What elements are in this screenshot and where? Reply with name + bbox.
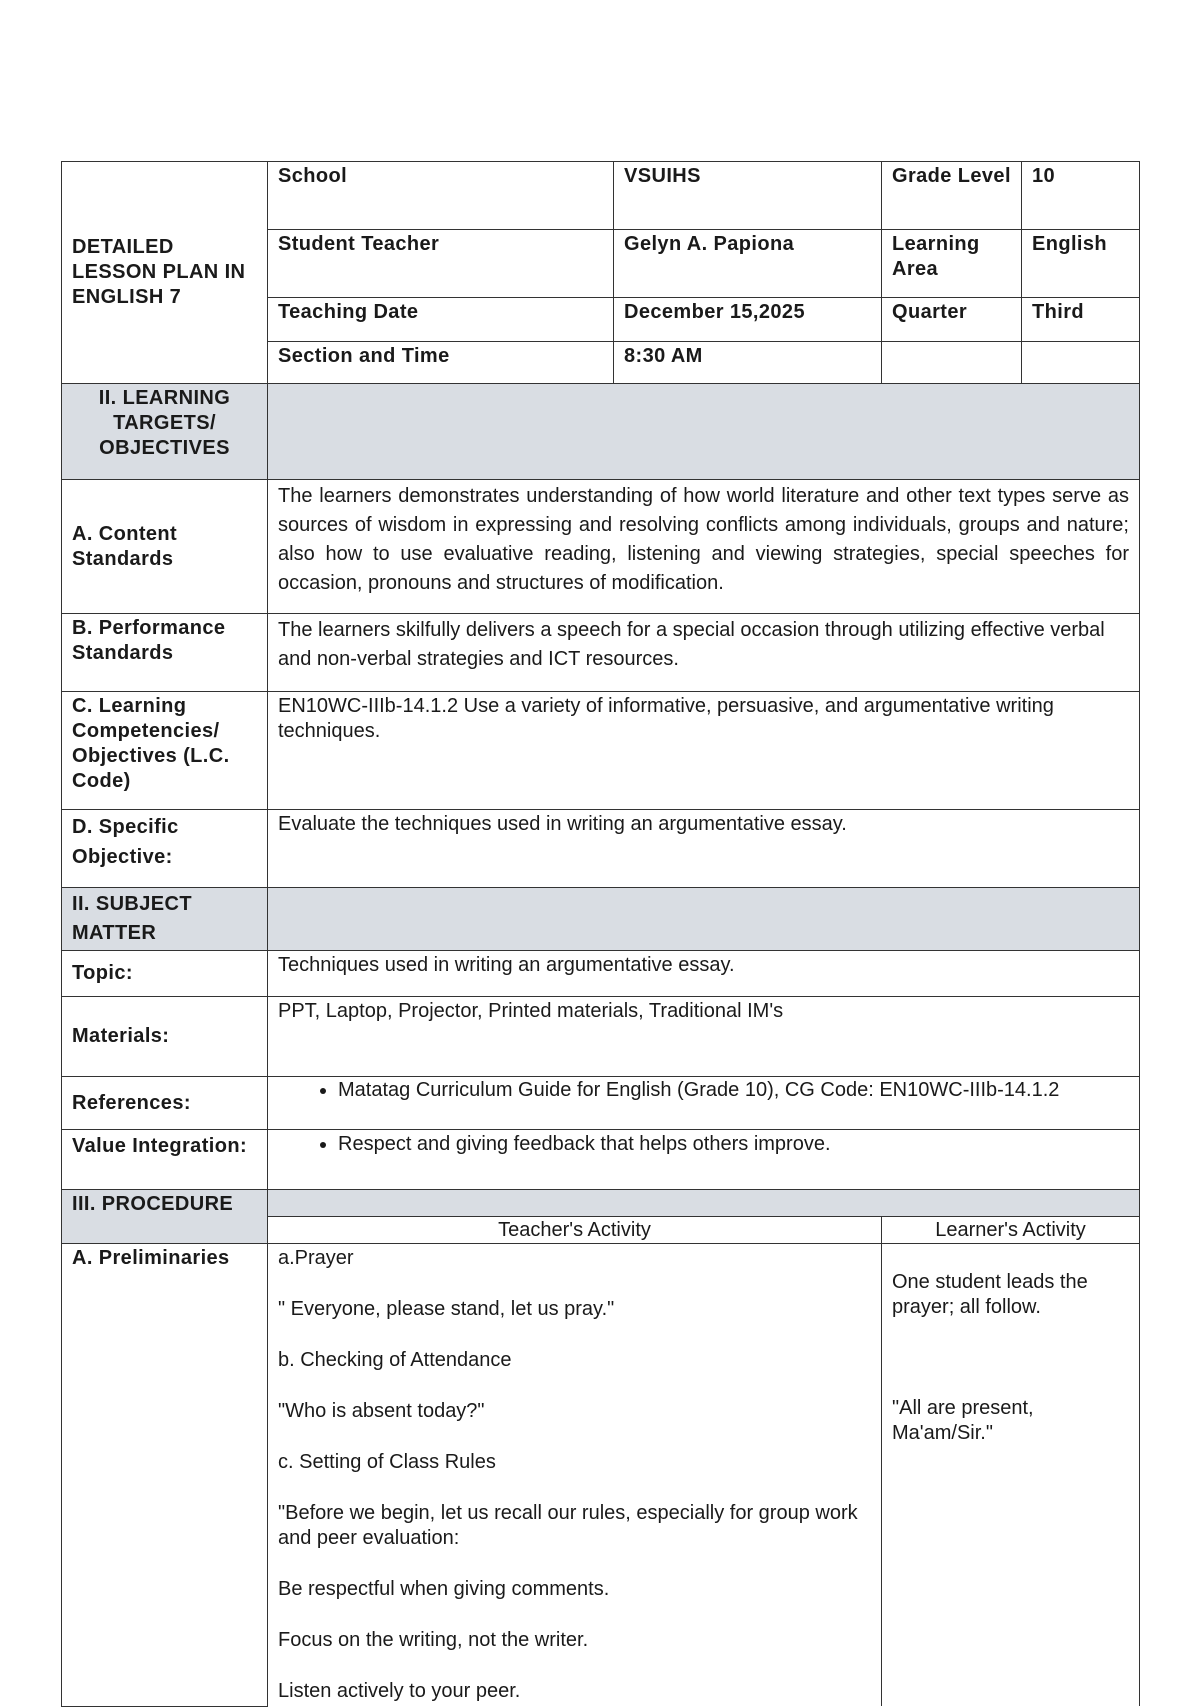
teacher-line: Be respectful when giving comments.: [278, 1578, 610, 1600]
subject-heading-row: [62, 888, 1140, 951]
references-cell: [268, 1077, 1140, 1130]
content-standards-row: [62, 480, 1140, 614]
preliminaries-label: A. Preliminaries: [62, 1244, 268, 1707]
references-item: • Matatag Curriculum Guide for English (Grade 10), CG Code: EN10WC-IIIb-14.1.2: [338, 1079, 1129, 1102]
area-value: English: [1022, 230, 1140, 298]
value-integration-row: [62, 1130, 1140, 1190]
performance-standards-label: B. Performance Standards: [62, 614, 268, 692]
materials-label: Materials:: [62, 997, 268, 1077]
area-label: Learning Area: [882, 230, 1022, 298]
specific-objective-text: Evaluate the techniques used in writing an argumentative essay.: [268, 810, 1140, 888]
school-value: VSUIHS: [614, 162, 882, 230]
empty-cell: [1022, 342, 1140, 384]
value-integration-item: • Respect and giving feedback that helps others improve.: [338, 1132, 1129, 1157]
date-label: Teaching Date: [268, 298, 614, 342]
learner-line: One student leads the prayer; all follow.: [892, 1271, 1088, 1318]
teacher-line: c. Setting of Class Rules: [278, 1451, 496, 1473]
shaded-cell: [268, 384, 1140, 480]
section-label: Section and Time: [268, 342, 614, 384]
quarter-label: Quarter: [882, 298, 1022, 342]
learner-activity-cell: [882, 1244, 1140, 1707]
subject-heading: II. SUBJECT MATTER: [62, 888, 268, 951]
materials-text: PPT, Laptop, Projector, Printed materials, Traditional IM's: [268, 997, 1140, 1077]
teacher-activity-header: Teacher's Activity: [268, 1217, 882, 1244]
learner-line: "All are present, Ma'am/Sir.": [892, 1397, 1034, 1444]
topic-text: Techniques used in writing an argumentative essay.: [268, 951, 1140, 997]
references-row: [62, 1077, 1140, 1130]
teacher-line: Listen actively to your peer.: [278, 1680, 521, 1702]
competencies-label: C. Learning Competencies/ Objectives (L.C. Code): [62, 692, 268, 810]
teacher-line: "Before we begin, let us recall our rules, especially for group work and peer evaluation:: [278, 1502, 858, 1549]
performance-standards-text: The learners skilfully delivers a speech for a special occasion through utilizing effective verbal and non-verbal strategies and ICT resources.: [268, 614, 1140, 692]
topic-row: [62, 951, 1140, 997]
competencies-text: EN10WC-IIIb-14.1.2 Use a variety of informative, persuasive, and argumentative writing techniques.: [268, 692, 1140, 810]
teacher-value: Gelyn A. Papiona: [614, 230, 882, 298]
shaded-cell: [268, 888, 1140, 951]
performance-standards-row: [62, 614, 1140, 692]
preliminaries-row: [62, 1244, 1140, 1707]
teacher-line: a.Prayer: [278, 1247, 354, 1269]
content-standards-label: A. Content Standards: [62, 480, 268, 614]
section-value: 8:30 AM: [614, 342, 882, 384]
lesson-plan-table: [61, 161, 1140, 1707]
competencies-row: [62, 692, 1140, 810]
learner-activity-header: Learner's Activity: [882, 1217, 1140, 1244]
grade-label: Grade Level: [882, 162, 1022, 230]
date-value: December 15,2025: [614, 298, 882, 342]
teacher-activity-cell: [268, 1244, 882, 1707]
teacher-line: b. Checking of Attendance: [278, 1349, 512, 1371]
specific-objective-row: [62, 810, 1140, 888]
content-standards-text: The learners demonstrates understanding of how world literature and other text types serve as sources of wisdom in expressing and resolving conflicts among individuals, groups and nature; also how to use evaluative reading, listening and viewing strategies, special speeches for occasion, pronouns and structures of modification.: [268, 480, 1140, 614]
procedure-heading: III. PROCEDURE: [62, 1190, 268, 1244]
teacher-label: Student Teacher: [268, 230, 614, 298]
procedure-heading-row: [62, 1190, 1140, 1217]
school-label: School: [268, 162, 614, 230]
materials-row: [62, 997, 1140, 1077]
teacher-line: "Who is absent today?": [278, 1400, 485, 1422]
topic-label: Topic:: [62, 951, 268, 997]
value-integration-cell: [268, 1130, 1140, 1190]
specific-objective-label: D. Specific Objective:: [62, 810, 268, 888]
teacher-line: Focus on the writing, not the writer.: [278, 1629, 589, 1651]
empty-cell: [882, 342, 1022, 384]
references-label: References:: [62, 1077, 268, 1130]
shaded-cell: [268, 1190, 1140, 1217]
grade-value: 10: [1022, 162, 1140, 230]
objectives-heading: II. LEARNING TARGETS/ OBJECTIVES: [62, 384, 268, 480]
teacher-line: " Everyone, please stand, let us pray.": [278, 1298, 615, 1320]
header-row-school: [62, 162, 1140, 230]
value-integration-label: Value Integration:: [62, 1130, 268, 1190]
quarter-value: Third: [1022, 298, 1140, 342]
plan-title: DETAILED LESSON PLAN IN ENGLISH 7: [62, 162, 268, 384]
objectives-heading-row: [62, 384, 1140, 480]
